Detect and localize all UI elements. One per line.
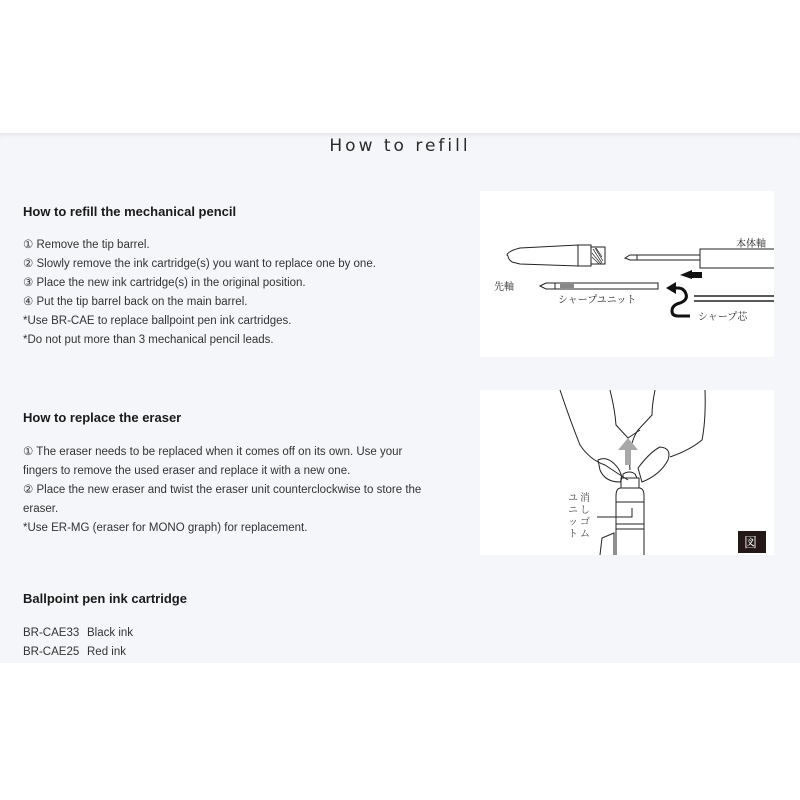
instruction-line: ③ Place the new ink cartridge(s) in the original position.: [23, 277, 306, 289]
cartridge-code: BR-CAE33: [23, 627, 80, 639]
page-title: How to refill: [329, 136, 471, 156]
pencil-refill-diagram: [480, 191, 774, 357]
note-line: *Use ER-MG (eraser for MONO graph) for replacement.: [23, 522, 308, 534]
instruction-line: ② Slowly remove the ink cartridge(s) you want to replace one by one.: [23, 258, 376, 270]
note-line: *Use BR-CAE to replace ballpoint pen ink cartridges.: [23, 315, 292, 327]
cartridge-item: [23, 624, 133, 643]
label-eraser-unit-unit: ユニット: [568, 493, 578, 540]
label-tip-barrel: 先軸: [494, 282, 514, 293]
instruction-line: ① Remove the tip barrel.: [23, 239, 150, 251]
instruction-line: ④ Put the tip barrel back on the main barrel.: [23, 296, 248, 308]
cartridge-code: BR-CAE25: [23, 646, 80, 658]
section-heading-ink-cartridge: Ballpoint pen ink cartridge: [23, 591, 187, 606]
label-main-barrel: 本体軸: [736, 239, 766, 250]
cartridge-description: Black ink: [87, 627, 134, 639]
instruction-line: ② Place the new eraser and twist the eraser unit counterclockwise to store the: [23, 484, 422, 496]
instruction-line: fingers to remove the used eraser and replace it with a new one.: [23, 465, 351, 477]
tip-barrel-shape: [507, 245, 578, 266]
instruction-line: eraser.: [23, 503, 59, 515]
cartridge-item: [23, 643, 126, 662]
instruction-line: ① The eraser needs to be replaced when it comes off on its own. Use your: [23, 446, 403, 458]
label-eraser-unit-eraser: 消しゴム: [580, 493, 590, 540]
section-heading-refill-pencil: How to refill the mechanical pencil: [23, 204, 237, 219]
label-pencil-lead: シャープ芯: [698, 312, 748, 323]
section-heading-replace-eraser: How to replace the eraser: [23, 410, 182, 425]
eraser-replace-diagram: [480, 390, 774, 555]
remove-arrow-icon: [618, 438, 638, 465]
insert-arrow-icon: [680, 270, 702, 279]
label-pencil-unit: シャープユニット: [558, 295, 637, 306]
note-line: *Do not put more than 3 mechanical pencil leads.: [23, 334, 274, 346]
figure-badge-label: 図: [744, 536, 758, 551]
cartridge-description: Red ink: [87, 646, 126, 658]
